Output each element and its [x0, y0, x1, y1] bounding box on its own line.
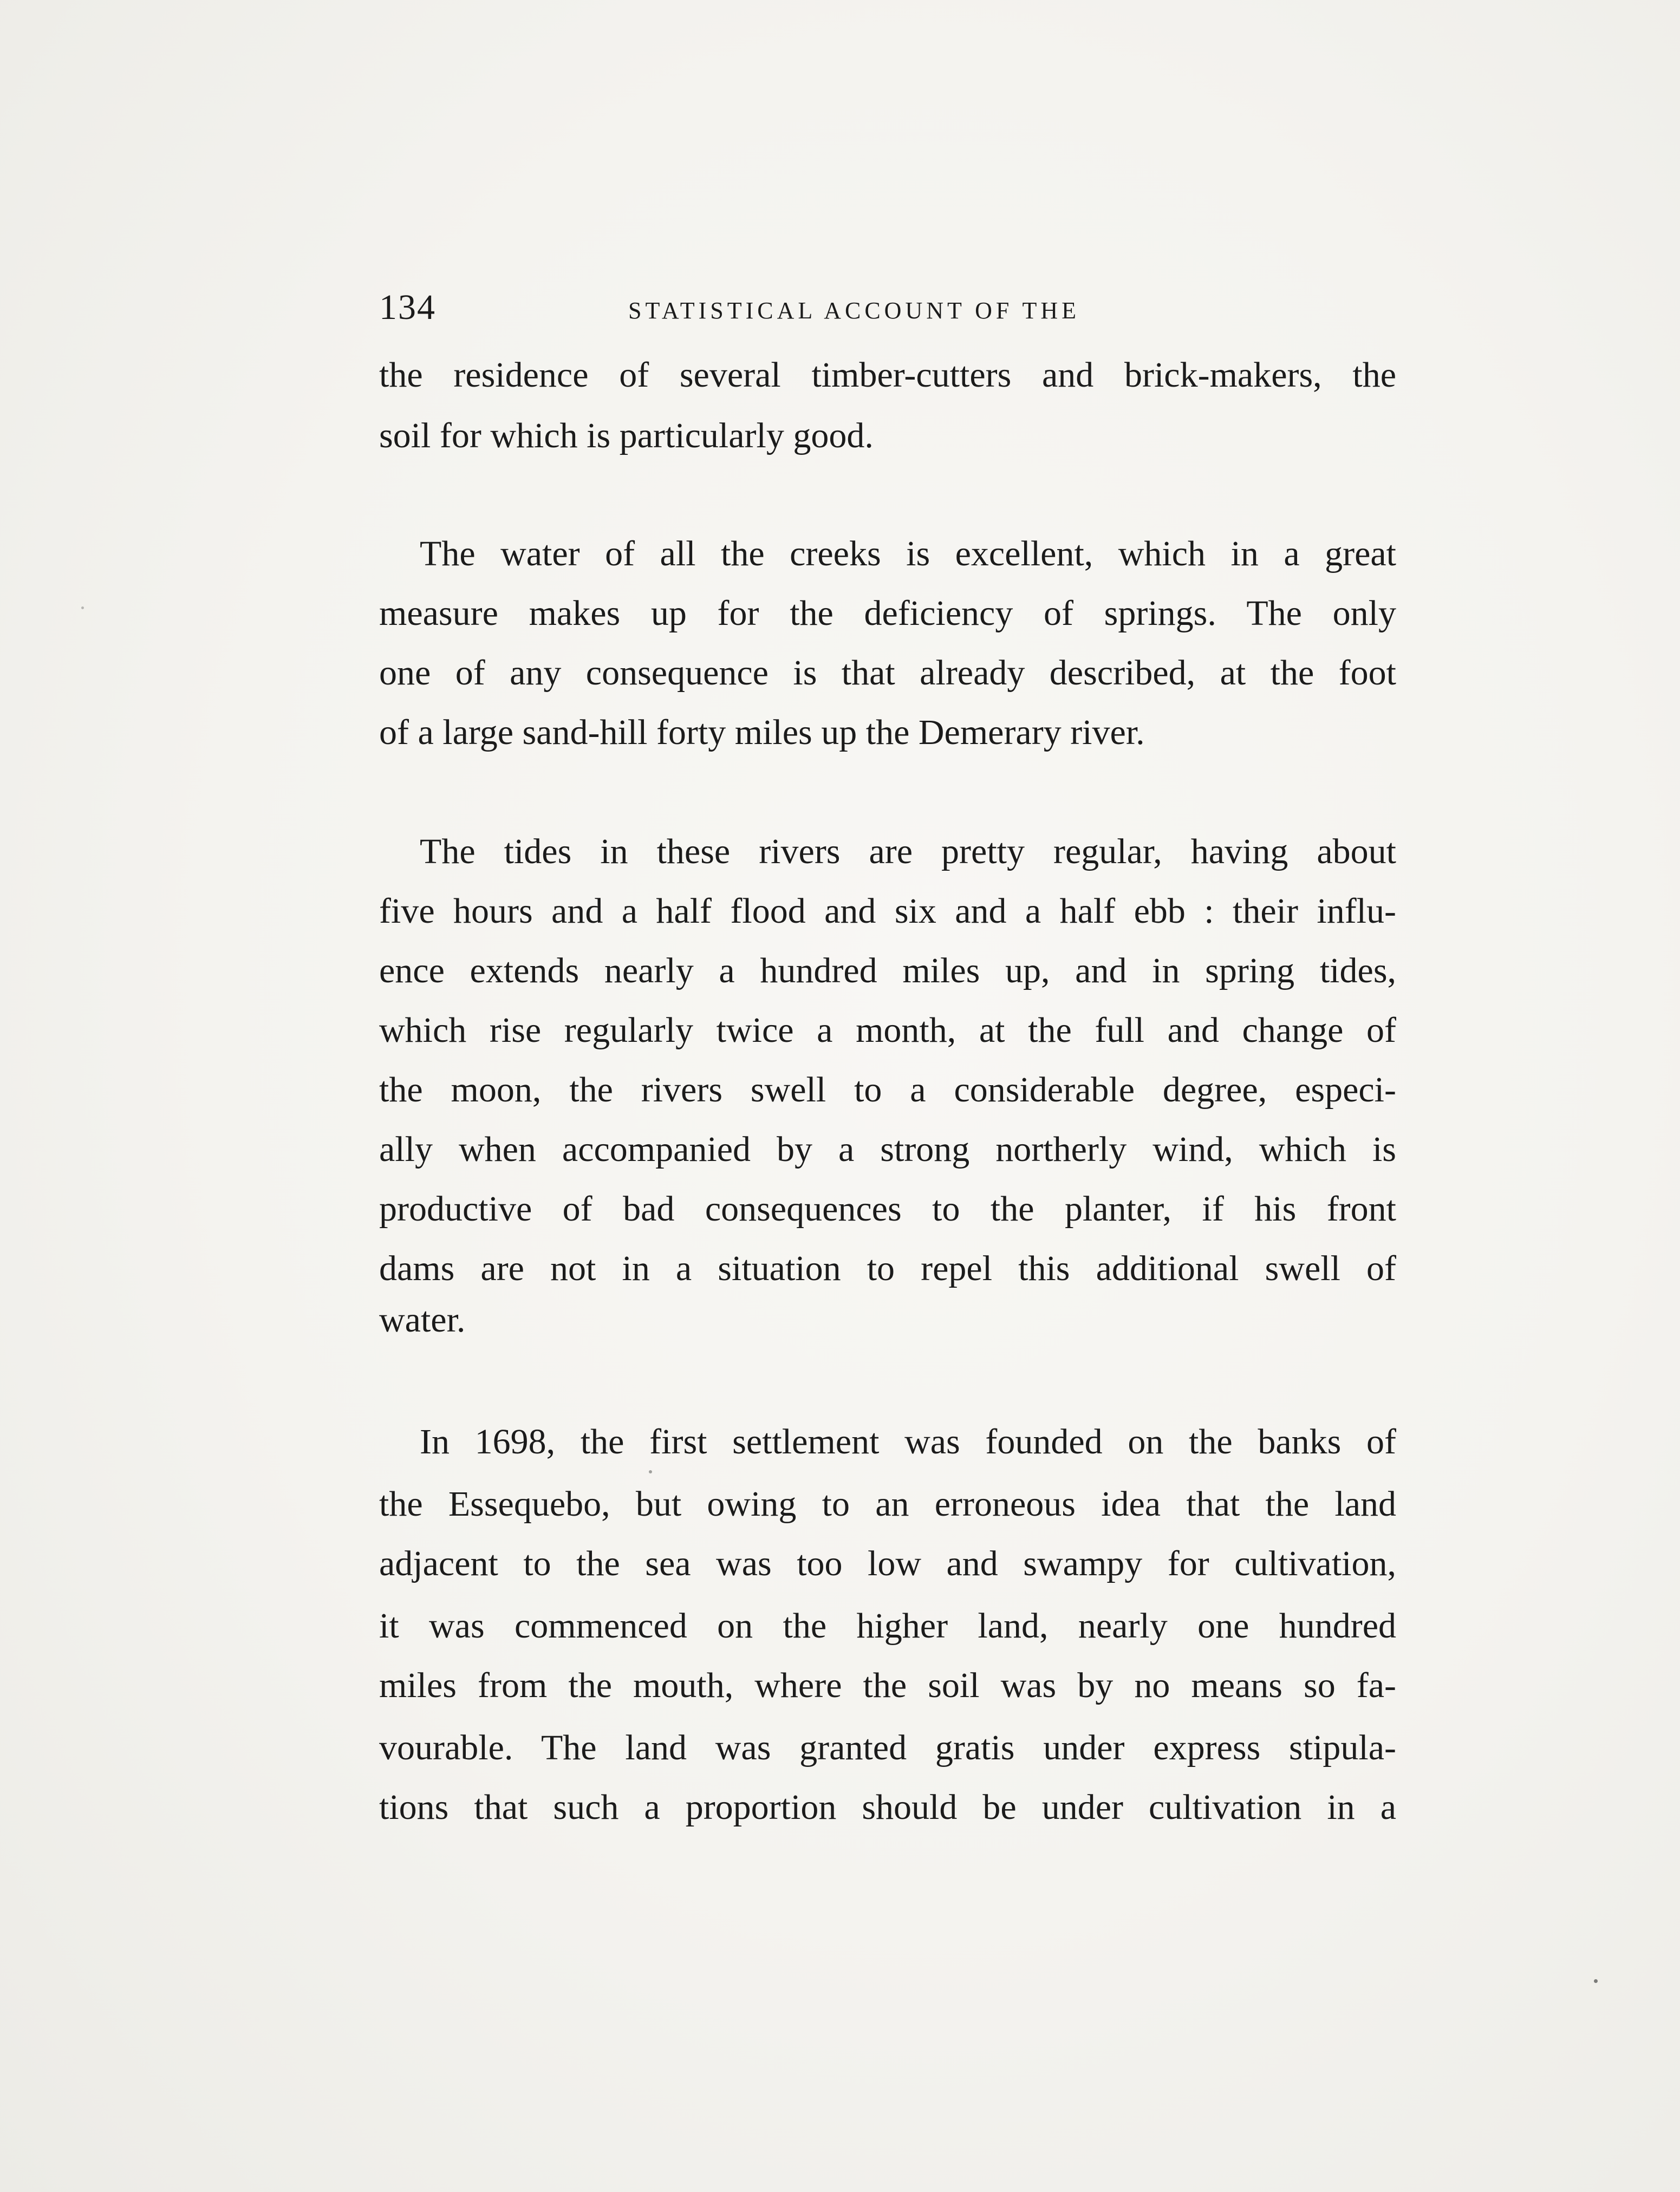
page-header	[379, 287, 1397, 330]
text-line: the residence of several timber-cutters and brick-makers, the	[379, 355, 1396, 395]
text-line: miles from the mouth, where the soil was by no means so fa-	[379, 1666, 1396, 1705]
text-line: adjacent to the sea was too low and swampy for cultivation,	[379, 1544, 1396, 1583]
text-line: ally when accompanied by a strong northerly wind, which is	[379, 1130, 1396, 1169]
text-line: of a large sand-hill forty miles up the Demerary river.	[379, 713, 1145, 752]
text-line: soil for which is particularly good.	[379, 416, 874, 455]
text-line: In 1698, the first settlement was founded on the banks of	[420, 1422, 1396, 1462]
text-line: dams are not in a situation to repel this additional swell of	[379, 1249, 1396, 1288]
text-line: five hours and a half flood and six and a half ebb : their influ-	[379, 891, 1396, 931]
text-line: The tides in these rivers are pretty regular, having about	[420, 832, 1396, 871]
text-line: which rise regularly twice a month, at the full and change of	[379, 1010, 1396, 1050]
text-line: productive of bad consequences to the planter, if his front	[379, 1189, 1396, 1229]
page-number: 134	[379, 288, 436, 327]
text-line: tions that such a proportion should be under cultivation in a	[379, 1787, 1396, 1827]
text-line: one of any consequence is that already described, at the foot	[379, 653, 1396, 693]
text-line: The water of all the creeks is excellent, which in a great	[420, 534, 1396, 573]
text-line: the Essequebo, but owing to an erroneous idea that the land	[379, 1484, 1396, 1524]
paper-speck	[649, 1470, 652, 1473]
text-line: the moon, the rivers swell to a considerable degree, especi-	[379, 1070, 1396, 1110]
text-line: vourable. The land was granted gratis under express stipula-	[379, 1728, 1396, 1767]
text-line: ence extends nearly a hundred miles up, and in spring tides,	[379, 951, 1396, 990]
text-line: water.	[379, 1300, 466, 1340]
running-head: STATISTICAL ACCOUNT OF THE	[628, 297, 1080, 324]
text-line: measure makes up for the deficiency of springs. The only	[379, 593, 1396, 633]
paper-speck	[81, 606, 84, 609]
text-line: it was commenced on the higher land, nearly one hundred	[379, 1606, 1396, 1646]
paper-speck	[1594, 1979, 1598, 1983]
